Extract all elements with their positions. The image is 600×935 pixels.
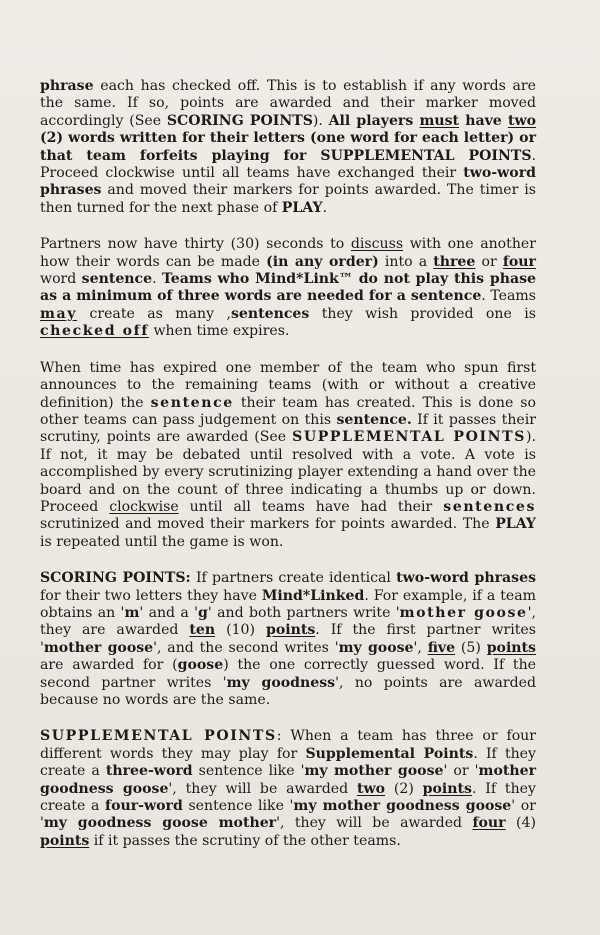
text-span: if it passes the scrutiny of the other teams.	[89, 832, 401, 849]
paragraph-phrase-check	[40, 78, 536, 217]
text-span: have	[459, 112, 508, 129]
text-span: ', they are awarded	[40, 604, 536, 639]
text-span: (2) words written for their letters (one word for each letter) or that team forfeits playing for SUPPLEMENTAL POINTS	[40, 130, 536, 164]
text-span: are awarded for (	[40, 657, 178, 674]
text-span: ', they will be awarded	[276, 815, 473, 832]
text-span: sentences	[443, 498, 536, 515]
text-span: clockwise	[109, 498, 179, 515]
text-span: for their two letters they have	[40, 587, 262, 604]
text-span: until all teams have had their	[178, 498, 444, 515]
text-span: . Teams	[481, 288, 536, 305]
text-span: points	[40, 832, 90, 849]
text-span: All players	[328, 112, 420, 129]
text-span: scrutinized and moved their markers for points awarded. The	[40, 516, 496, 533]
text-span: ). If not, it may be debated until resolved with a vote. A vote is accomplished by every scrutinizing player extending a hand over the board and on the count of three indicating a thumbs up or down. Proceed	[40, 429, 536, 515]
section-heading: SUPPLEMENTAL POINTS	[40, 728, 277, 745]
text-span: must	[419, 112, 460, 129]
text-span: (in any order)	[266, 253, 379, 270]
text-span: Partners now have thirty (30) seconds to	[40, 236, 351, 253]
text-span: is repeated until the game is won.	[40, 533, 284, 550]
text-span: sentence like '	[192, 763, 305, 780]
text-span: ' and both partners write '	[207, 604, 400, 621]
text-span: .	[152, 271, 162, 288]
text-span: Teams who Mind*Link™ do not play this phase as a minimum of three words are needed for a sentence	[40, 271, 536, 305]
paragraph-announce	[40, 360, 536, 551]
text-span: my mother goose	[304, 763, 444, 780]
text-span: phrase	[40, 78, 94, 94]
text-span: SUPPLEMENTAL POINTS	[292, 429, 527, 446]
text-span: Supplemental Points	[305, 745, 474, 762]
text-span: mother goodness goose	[40, 763, 536, 797]
text-span: When time has expired one member of the team who spun first announces to the remaining teams (with or without a creative definition) the	[40, 359, 536, 411]
text-span: two	[356, 780, 386, 797]
text-span: five	[427, 639, 456, 656]
text-span: or	[475, 253, 503, 270]
text-span: (5)	[455, 639, 487, 656]
text-span: goose	[177, 657, 224, 674]
rules-text	[40, 78, 536, 869]
text-span: . If they create a	[40, 745, 536, 780]
text-span: my mother goodness goose	[293, 798, 512, 815]
text-span: mother goose	[43, 639, 154, 656]
text-span: four	[472, 815, 506, 832]
text-span: points	[422, 780, 472, 797]
text-span: mother goose	[399, 604, 528, 621]
paragraph-supplemental-points	[40, 728, 536, 850]
text-span: three	[433, 253, 476, 270]
text-span: . If the first partner writes '	[40, 622, 536, 656]
text-span: : When a team has three or four different words they may play for	[40, 728, 536, 762]
text-span: checked off	[40, 323, 149, 340]
text-span: points	[486, 639, 536, 656]
text-span: sentences	[230, 305, 310, 322]
text-span: . If they create a	[40, 780, 536, 815]
text-span: two	[507, 112, 536, 129]
text-span: three-word	[105, 763, 193, 780]
text-span: my goodness goose mother	[43, 815, 277, 832]
text-span: into a	[378, 253, 434, 270]
text-span: PLAY	[495, 516, 536, 533]
text-span: ',	[413, 639, 428, 656]
text-span: sentence	[81, 271, 153, 288]
text-span: my goodness	[226, 674, 336, 691]
text-span: may	[40, 305, 78, 322]
text-span: . Proceed clockwise until all teams have exchanged their	[40, 147, 536, 182]
text-span: and moved their markers for points awarded. The timer is then turned for the next phase of	[40, 182, 536, 216]
text-span: ).	[312, 112, 329, 129]
text-span: Mind*Linked	[261, 587, 365, 604]
text-span: each has checked off. This is to establish if any words are the same. If so, points are awarded and their marker moved accordingly (See	[40, 78, 536, 129]
text-span: discuss	[350, 236, 404, 253]
section-heading: SCORING POINTS:	[40, 570, 191, 587]
text-span: . For example, if a team obtains an '	[40, 587, 536, 621]
text-span: points	[265, 622, 316, 639]
text-span: ' and a '	[139, 604, 199, 621]
text-span: ' or '	[40, 798, 536, 832]
text-span: .	[322, 199, 328, 216]
text-span: PLAY	[281, 199, 323, 216]
text-span: ) the one correctly guessed word. If the second partner writes '	[40, 657, 537, 691]
text-span: ten	[189, 622, 216, 639]
text-span: four-word	[105, 798, 183, 815]
text-span: ', no points are awarded because no words are the same.	[40, 674, 537, 708]
paragraph-scoring-points	[40, 570, 536, 709]
text-span: g	[198, 604, 208, 621]
text-span: sentence like '	[182, 798, 294, 815]
text-span: create as many ,	[77, 305, 231, 322]
text-span: word	[40, 271, 82, 288]
text-span: sentence.	[336, 411, 412, 428]
text-span: If partners create identical	[190, 570, 397, 587]
text-span: when time expires.	[149, 323, 290, 340]
text-span: they wish provided one is	[309, 305, 536, 322]
text-span: (4)	[505, 815, 536, 832]
text-span: ', and the second writes '	[153, 639, 339, 656]
text-span: If it passes their scrutiny, points are awarded (See	[40, 411, 536, 446]
text-span: my goose	[338, 639, 414, 656]
text-span: ', they will be awarded	[168, 780, 357, 797]
text-span: ' or '	[443, 763, 479, 780]
text-span: two-word phrases	[396, 570, 536, 587]
text-span: sentence	[150, 394, 234, 411]
paragraph-sentence-phase	[40, 236, 536, 340]
text-span: two-word phrases	[40, 165, 536, 199]
text-span: their team has created. This is done so other teams can pass judgement on this	[40, 394, 536, 428]
text-span: SCORING POINTS	[166, 112, 313, 129]
text-span: m	[124, 604, 140, 621]
text-span: with one another how their words can be made	[40, 236, 536, 270]
text-span: (10)	[215, 622, 266, 639]
text-span: four	[502, 253, 536, 270]
text-span: (2)	[385, 780, 423, 797]
